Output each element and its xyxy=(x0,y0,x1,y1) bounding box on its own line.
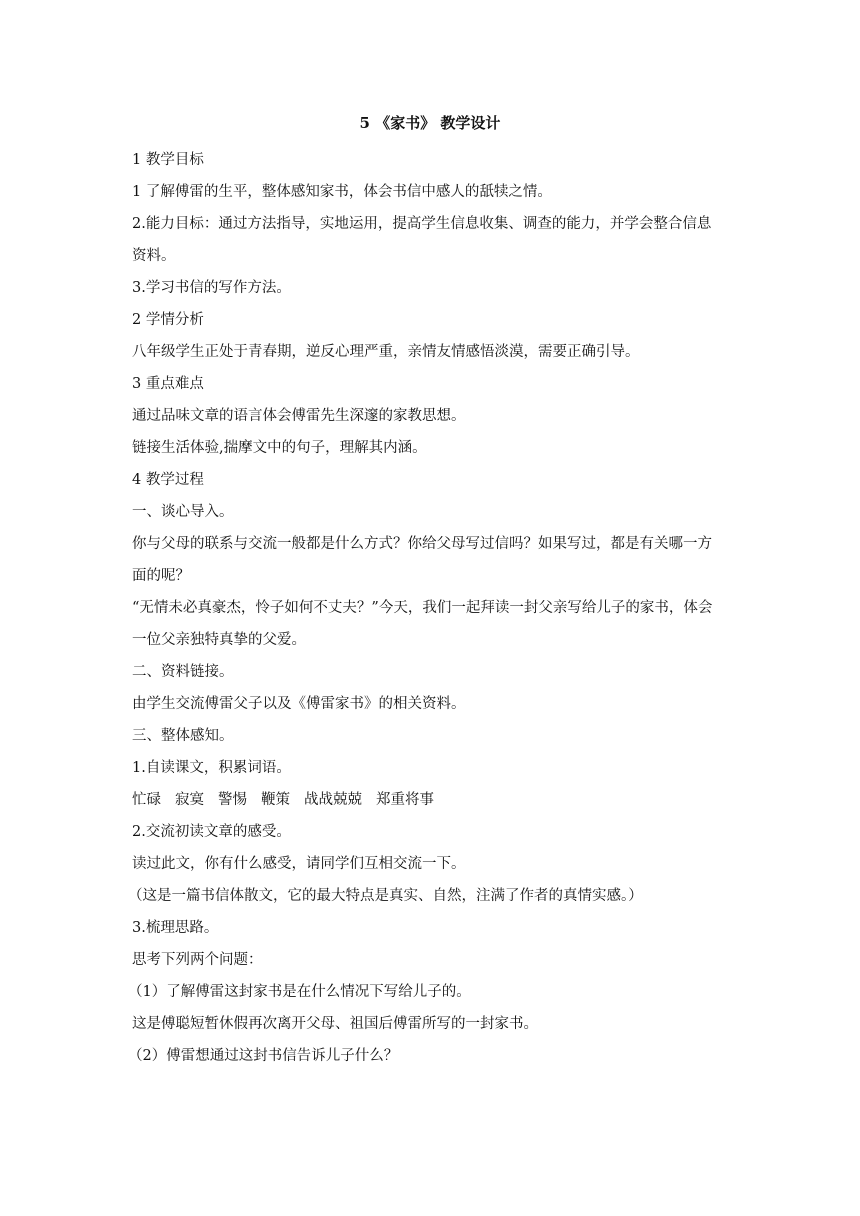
paragraph: 读过此文，你有什么感受，请同学们互相交流一下。 xyxy=(132,856,466,872)
paragraph: 你与父母的联系与交流一般都是什么方式？你给父母写过信吗？如果写过，都是有关哪一方 xyxy=(132,536,712,552)
paragraph: 通过品味文章的语言体会傅雷先生深邃的家教思想。 xyxy=(132,408,466,424)
document-body xyxy=(128,144,732,1072)
vocabulary-word: 郑重将事 xyxy=(376,792,434,808)
paragraph: 2.交流初读文章的感受。 xyxy=(132,824,291,840)
paragraph: 面的呢？ xyxy=(132,568,190,584)
paragraph: “无情未必真豪杰，怜子如何不丈夫？”今天，我们一起拜读一封父亲写给儿子的家书，体会 xyxy=(132,600,713,616)
vocabulary-word: 忙碌 xyxy=(132,792,161,808)
heading-teaching-goals: 1 教学目标 xyxy=(132,152,204,168)
paragraph: 这是傅聪短暂休假再次离开父母、祖国后傅雷所写的一封家书。 xyxy=(132,1016,538,1032)
section-heading: 一、谈心导入。 xyxy=(132,504,234,520)
paragraph: 资料。 xyxy=(132,248,176,264)
vocabulary-word: 鞭策 xyxy=(261,792,290,808)
heading-teaching-process: 4 教学过程 xyxy=(132,472,204,488)
vocabulary-word: 寂寞 xyxy=(175,792,204,808)
paragraph: 一位父亲独特真挚的父爱。 xyxy=(132,632,306,648)
section-heading: 三、整体感知。 xyxy=(132,728,234,744)
paragraph: 1.自读课文，积累词语。 xyxy=(132,760,291,776)
paragraph: 1 了解傅雷的生平，整体感知家书，体会书信中感人的舐犊之情。 xyxy=(132,184,552,200)
paragraph: （这是一篇书信体散文，它的最大特点是真实、自然，注满了作者的真情实感。） xyxy=(128,888,643,904)
paragraph: 思考下列两个问题： xyxy=(132,952,263,968)
section-heading: 二、资料链接。 xyxy=(132,664,234,680)
paragraph: 3.梳理思路。 xyxy=(132,920,219,936)
paragraph: 链接生活体验,揣摩文中的句子，理解其内涵。 xyxy=(132,440,427,456)
question-item: （1）了解傅雷这封家书是在什么情况下写给儿子的。 xyxy=(128,984,471,1000)
heading-key-points: 3 重点难点 xyxy=(132,376,204,392)
vocabulary-list xyxy=(132,784,732,816)
paragraph: 2.能力目标：通过方法指导，实地运用，提高学生信息收集、调查的能力，并学会整合信息 xyxy=(132,216,712,232)
heading-student-analysis: 2 学情分析 xyxy=(132,312,204,328)
question-item: （2）傅雷想通过这封书信告诉儿子什么？ xyxy=(128,1048,399,1064)
vocabulary-word: 警惕 xyxy=(218,792,247,808)
document-title: 5 《家书》 教学设计 xyxy=(359,114,501,132)
vocabulary-word: 战战兢兢 xyxy=(304,792,362,808)
paragraph: 八年级学生正处于青春期，逆反心理严重，亲情友情感悟淡漠，需要正确引导。 xyxy=(132,344,640,360)
paragraph: 由学生交流傅雷父子以及《傅雷家书》的相关资料。 xyxy=(132,696,466,712)
paragraph: 3.学习书信的写作方法。 xyxy=(132,280,291,296)
